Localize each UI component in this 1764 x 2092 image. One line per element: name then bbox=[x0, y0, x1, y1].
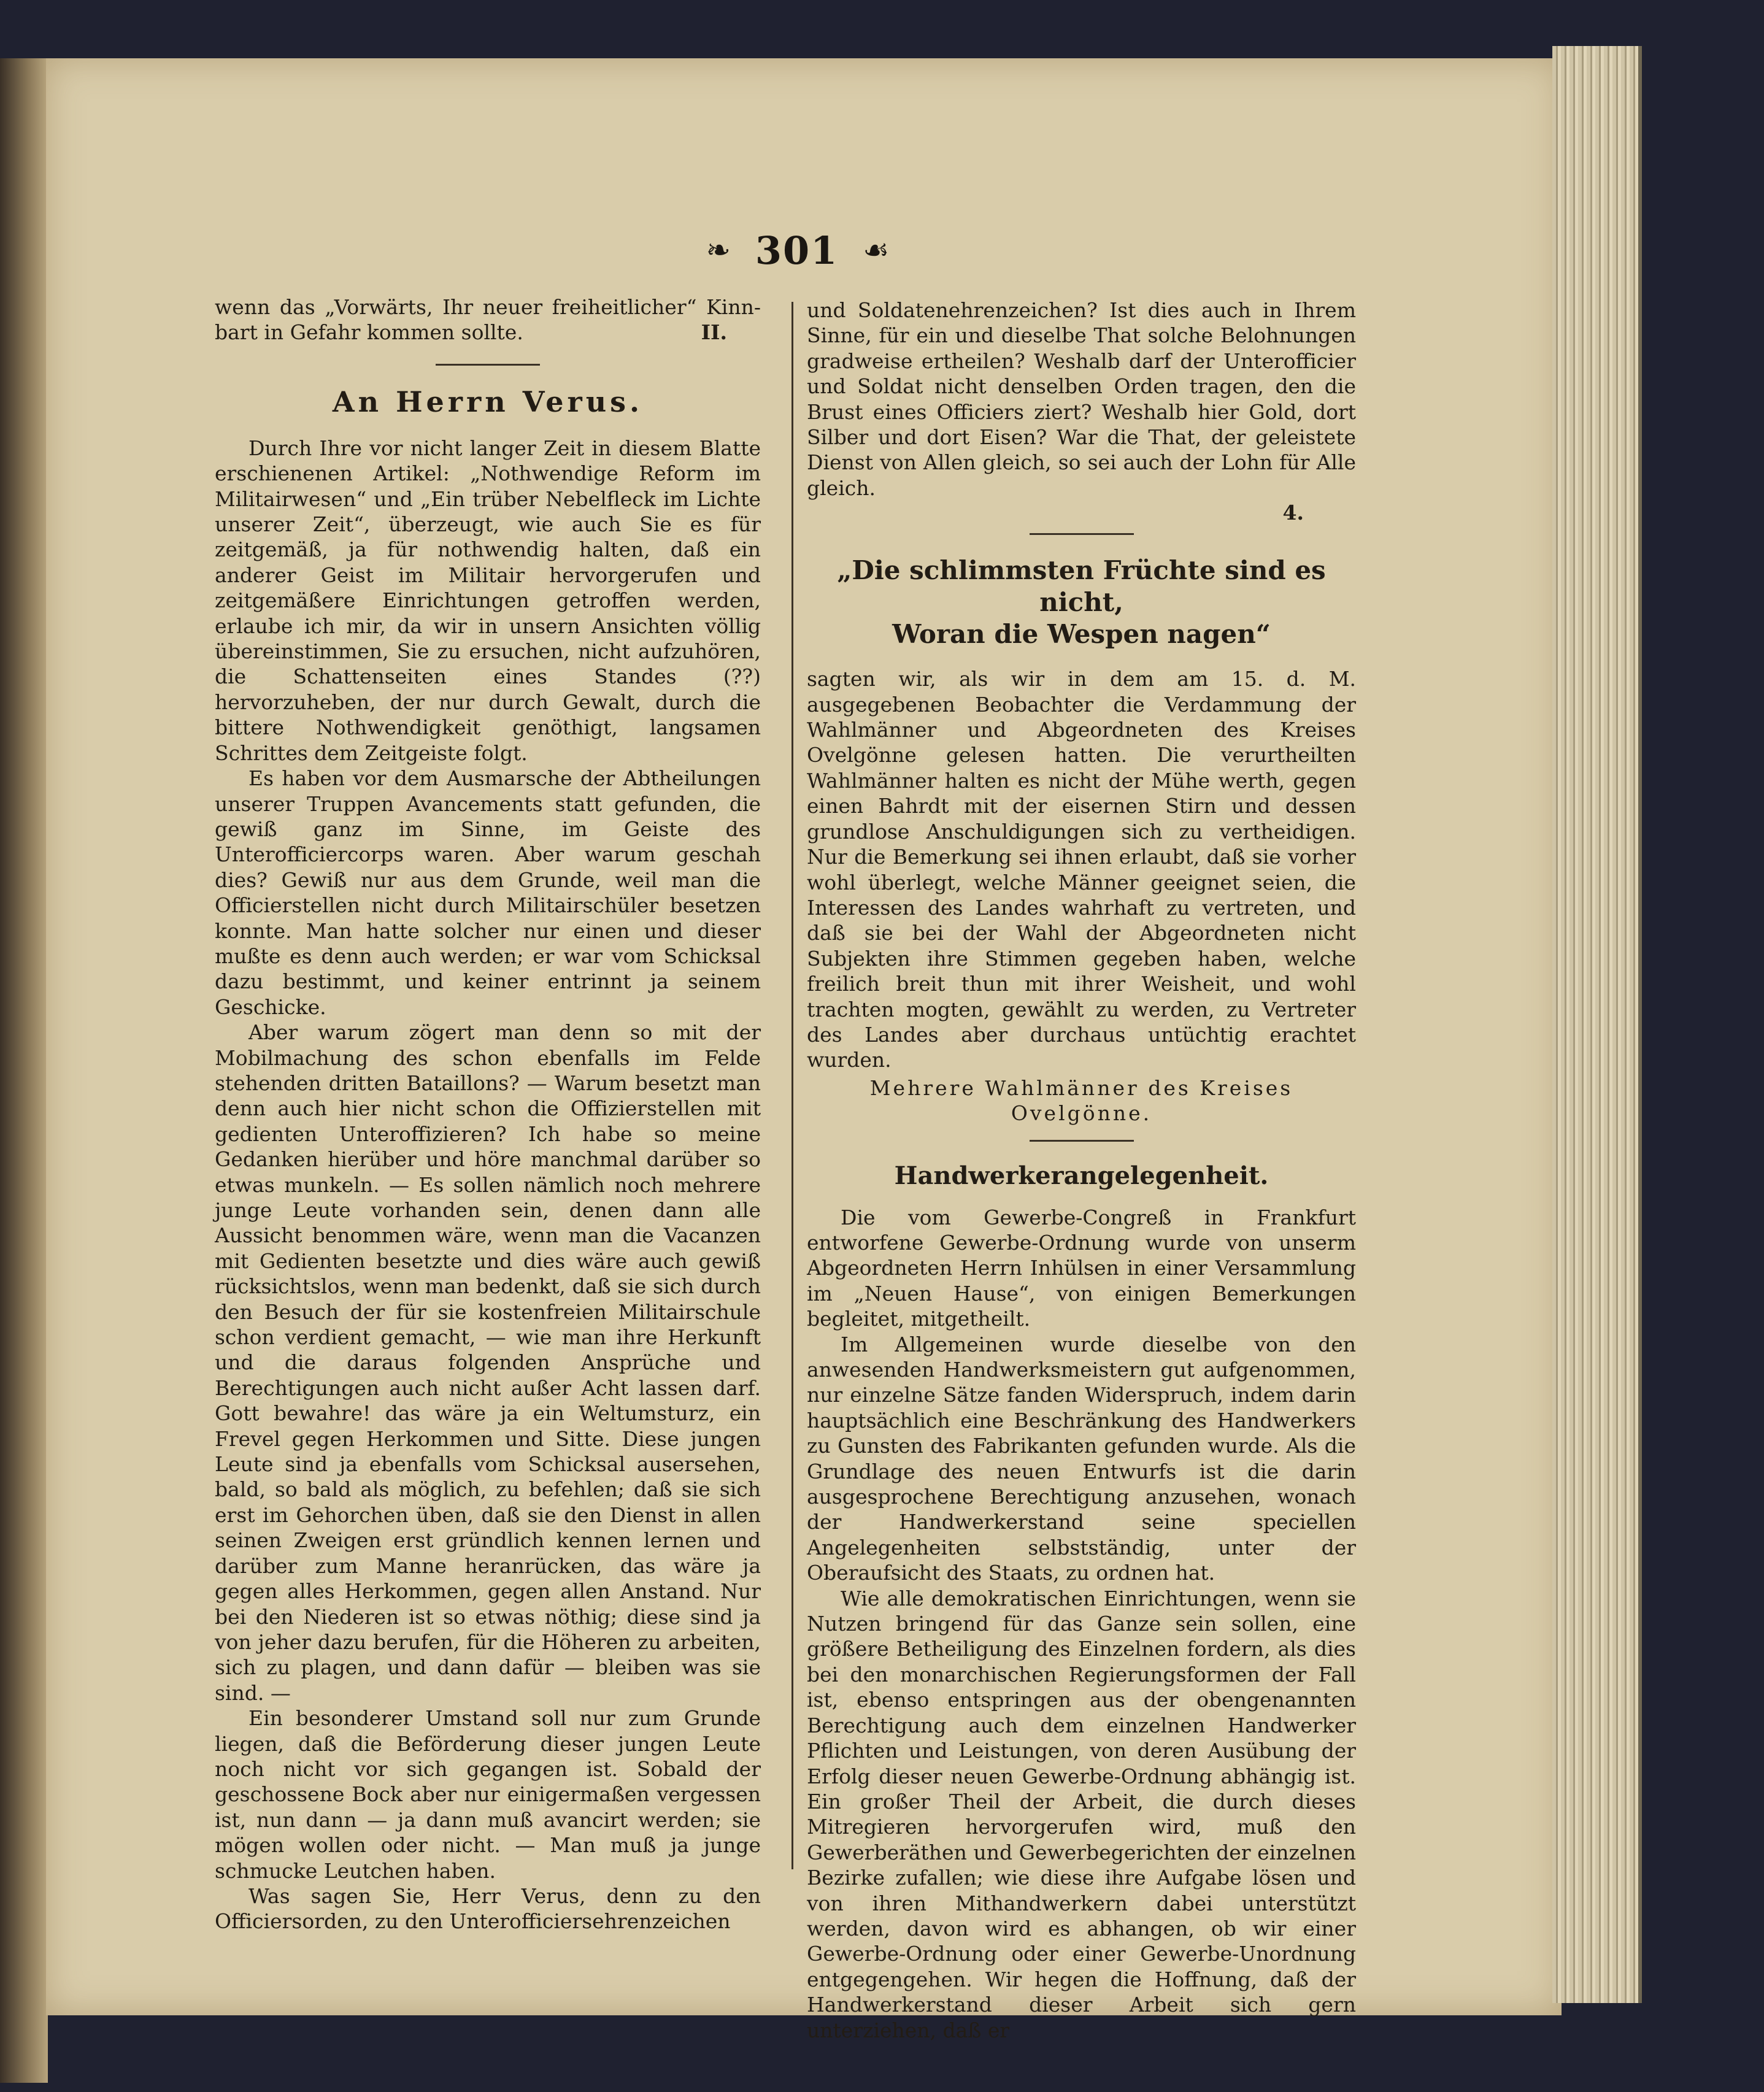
paragraph: Wie alle demokratischen Einrichtungen, wenn sie Nutzen bringend für das Ganze sein sollen, eine größere Betheiligung des Einzelnen fordern, als dies bei den monarchischen Regierungsformen der Fall ist, ebenso entspringen aus der obengenannten Berechtigung auch dem einzelnen Handwerker Pflichten und Leistungen, von deren Ausübung der Erfolg dieser neuen Gewerbe-Ordnung abhängig ist. Ein großer Theil der Arbeit, die durch dieses Mitregieren hervorgerufen wird, muß den Gewerberäthen und Gewerbegerichten der einzelnen Bezirke zufallen; wie diese ihre Aufgabe lösen und von ihren Mithandwerkern dabei unterstützt werden, davon wird es abhangen, ob wir einer Gewerbe-Ordnung oder einer Gewerbe-Unordnung entgegengehen. Wir hegen die Hoffnung, daß der Handwerkerstand dieser Arbeit sich gern unterziehen, daß er bbox=[807, 1586, 1356, 2042]
signature-line-2: Ovelgönne. bbox=[1011, 1101, 1152, 1126]
separator-rule bbox=[1030, 1140, 1134, 1142]
continuation-signature: 4. bbox=[1282, 501, 1304, 525]
page-header bbox=[644, 226, 951, 275]
intro-line-2: bart in Gefahr kommen sollte. bbox=[215, 320, 523, 345]
paragraph: Die vom Gewerbe-Congreß in Frankfurt entworfene Gewerbe-Ordnung wurde von unserm Abgeordneten Herrn Inhülsen in einer Versammlung im „Neuen Hause“, von einigen Bemerkungen begleitet, mitgetheilt. bbox=[807, 1205, 1356, 1331]
right-ornament-icon: ☙ bbox=[863, 233, 890, 267]
page-stack-edges bbox=[1552, 46, 1642, 2003]
paragraph: Aber warum zögert man denn so mit der Mobilmachung des schon ebenfalls im Felde stehenden dritten Bataillons? — Warum besetzt man denn auch hier nicht schon die Offizierstellen mit gedienten Unteroffizieren? Ich habe so meine Gedanken hierüber und höre manchmal darüber so etwas munkeln. — Es sollen nämlich noch mehrere junge Leute vorhanden sein, denen dann alle Aussicht benommen wäre, wenn man die Vacanzen mit Gedienten besetzte und dies wäre auch gewiß rücksichtslos, wenn man bedenkt, daß sie sich durch den Besuch der für sie kostenfreien Militairschule schon verdient gemacht, — wie man ihre Herkunft und die daraus folgenden Ansprüche und Berechtigungen auch nicht außer Acht lassen darf. Gott bewahre! das wäre ja ein Weltumsturz, ein Frevel gegen Herkommen und Sitte. Diese jungen Leute sind ja ebenfalls vom Schicksal ausersehen, bald, so bald als möglich, zu befehlen; daß sie sich erst im Gehorchen üben, daß sie den Dienst in allen seinen Zweigen erst gründlich kennen lernen und darüber zum Manne heranrücken, das wäre ja gegen alles Herkommen, gegen allen Anstand. Nur bei den Niederen ist so etwas nöthig; diese sind ja von jeher dazu berufen, für die Höheren zu arbeiten, sich zu plagen, und dann dafür — bleiben was sie sind. — bbox=[215, 1020, 761, 1705]
intro-signature: II. bbox=[701, 320, 727, 345]
article-paragraph: sagten wir, als wir in dem am 15. d. M. ausgegebenen Beobachter die Verdammung der Wahlmänner und Abgeordneten des Kreises Ovelgönne gelesen hatten. Die verurtheilten Wahlmänner halten es nicht der Mühe werth, gegen einen Bahrdt mit der eisernen Stirn und dessen grundlose Anschuldigungen sich zu vertheidigen. Nur die Bemerkung sei ihnen erlaubt, daß sie vorher wohl überlegt, welche Männer geeignet seien, die Interessen des Landes wahrhaft zu vertreten, und daß sie bei der Wahl der Abgeordneten nicht Subjekten ihre Stimmen gegeben haben, welche freilich breit thun mit ihrer Weisheit, und wohl trachten mogten, gewählt zu werden, zu Vertreter des Landes aber durchaus untüchtig erachtet wurden. bbox=[807, 667, 1356, 1072]
continuation-paragraph: und Soldatenehrenzeichen? Ist dies auch in Ihrem Sinne, für ein und dieselbe That solche Belohnungen gradweise ertheilen? Weshalb darf der Unterofficier und Soldat nicht denselben Orden tragen, den die Brust eines Officiers ziert? Weshalb hier Gold, dort Silber und dort Eisen? War die That, der geleistete Dienst von Allen gleich, so sei auch der Lohn für Alle gleich. bbox=[807, 298, 1356, 500]
intro-line-1: wenn das „Vorwärts, Ihr neuer freiheitlicher“ Kinn- bbox=[215, 295, 761, 319]
right-column bbox=[807, 298, 1356, 2043]
paragraph: Durch Ihre vor nicht langer Zeit in diesem Blatte erschienenen Artikel: „Nothwendige Reform im Militairwesen“ und „Ein trüber Nebelfleck im Lichte unserer Zeit“, überzeugt, wie auch Sie es für zeitgemäß, ja für nothwendig halten, daß ein anderer Geist im Militair hervorgerufen und zeitgemäßere Einrichtungen getroffen werden, erlaube ich mir, da wir in unsern Ansichten völlig übereinstimmen, Sie zu ersuchen, nicht aufzuhören, die Schattenseiten eines Standes (??) hervorzuheben, der nur durch Gewalt, durch die bittere Nothwendigkeit genöthigt, langsamen Schrittes dem Zeitgeiste folgt. bbox=[215, 436, 761, 765]
page-number: 301 bbox=[755, 228, 839, 273]
separator-rule bbox=[436, 364, 540, 366]
column-divider bbox=[791, 302, 793, 1869]
left-ornament-icon: ❧ bbox=[706, 233, 731, 267]
article-title-line-2: Woran die Wespen nagen“ bbox=[892, 619, 1271, 650]
article-title-line-1: „Die schlimmsten Früchte sind es nicht, bbox=[837, 555, 1326, 618]
paragraph: Was sagen Sie, Herr Verus, denn zu den Officiersorden, zu den Unterofficiersehrenzeichen bbox=[215, 1883, 761, 1934]
left-page-edge bbox=[0, 58, 48, 2083]
left-column bbox=[215, 294, 761, 1934]
separator-rule bbox=[1030, 533, 1134, 535]
paragraph: Es haben vor dem Ausmarsche der Abtheilungen unserer Truppen Avancements statt gefunden, die gewiß ganz im Sinne, im Geiste des Unterofficiercorps waren. Aber warum geschah dies? Gewiß nur aus dem Grunde, weil man die Officierstellen nicht durch Militairschüler besetzen konnte. Man hatte solcher nur einen und dieser mußte es denn auch werden; er war vom Schicksal dazu bestimmt, und keiner entrinnt ja seinem Geschicke. bbox=[215, 766, 761, 1019]
signature-line-1: Mehrere Wahlmänner des Kreises bbox=[869, 1075, 1293, 1100]
article-title-handwerkerangelegenheit: Handwerkerangelegenheit. bbox=[894, 1161, 1269, 1190]
paragraph: Im Allgemeinen wurde dieselbe von den anwesenden Handwerksmeistern gut aufgenommen, nur einzelne Sätze fanden Widerspruch, indem darin hauptsächlich eine Beschränkung des Handwerkers zu Gunsten des Fabrikanten gefunden wurde. Als die Grundlage des neuen Entwurfs ist die darin ausgesprochene Berechtigung anzusehen, wonach der Handwerkerstand seine speciellen Angelegenheiten selbstständig, unter der Oberaufsicht des Staats, zu ordnen hat. bbox=[807, 1332, 1356, 1585]
paragraph: Ein besonderer Umstand soll nur zum Grunde liegen, daß die Beförderung dieser jungen Leute noch nicht vor sich gegangen ist. Sobald der geschossene Bock aber nur einigermaßen vergessen ist, nun dann — ja dann muß avancirt werden; sie mögen wollen oder nicht. — Man muß ja junge schmucke Leutchen haben. bbox=[215, 1706, 761, 1883]
article-title-an-herrn-verus: An Herrn Verus. bbox=[332, 385, 644, 418]
